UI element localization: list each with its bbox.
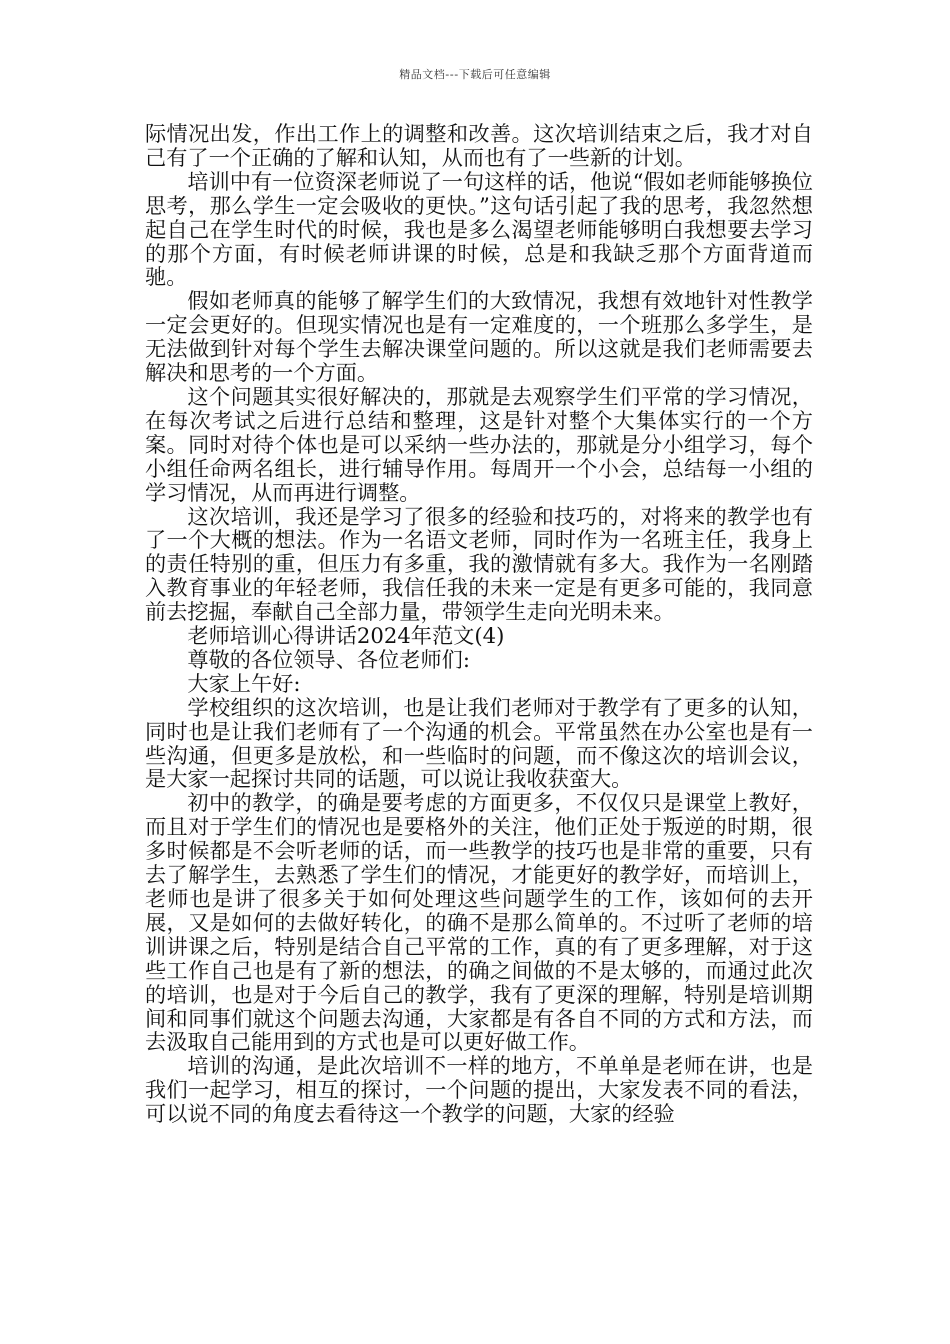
paragraph: 培训中有一位资深老师说了一句这样的话，他说“假如老师能够换位思考，那么学生一定会吸收的更快。”这句话引起了我的思考，我忽然想起自己在学生时代的时候，我也是多么渴望老师能够明白我想要去学习的那个方面，有时候老师讲课的时候，总是和我缺乏那个方面背道而驰。 (145, 168, 813, 290)
section-title: 老师培训心得讲话2024年范文(4) (187, 623, 505, 649)
paragraph: 初中的教学，的确是要考虑的方面更多，不仅仅只是课堂上教好，而且对于学生们的情况也是要格外的关注，他们正处于叛逆的时期，很多时候都是不会听老师的话，而一些教学的技巧也是非常的重要，只有去了解学生，去熟悉了学生们的情况，才能更好的教学好，而培训上，老师也是讲了很多关于如何处理这些问题学生的工作，该如何的去开展，又是如何的去做好转化，的确不是那么简单的。不过听了老师的培训讲课之后，特别是结合自己平常的工作，真的有了更多理解，对于这些工作自己也是有了新的想法，的确之间做的不是太够的，而通过此次的培训，也是对于今后自己的教学，我有了更深的理解，特别是培训期间和同事们就这个问题去沟通，大家都是有各自不同的方式和方法，而去汲取自己能用到的方式也是可以更好做工作。 (145, 790, 813, 1055)
paragraph: 这个问题其实很好解决的，那就是去观察学生们平常的学习情况，在每次考试之后进行总结和整理，这是针对整个大集体实行的一个方案。同时对待个体也是可以采纳一些办法的，那就是分小组学习，每个小组任命两名组长，进行辅导作用。每周开一个小会，总结每一小组的学习情况，从而再进行调整。 (145, 383, 813, 505)
paragraph: 培训的沟通，是此次培训不一样的地方，不单单是老师在讲，也是我们一起学习，相互的探讨，一个问题的提出，大家发表不同的看法，可以说不同的角度去看待这一个教学的问题，大家的经验 (145, 1053, 813, 1127)
paragraph: 假如老师真的能够了解学生们的大致情况，我想有效地针对性教学一定会更好的。但现实情况也是有一定难度的，一个班那么多学生，是无法做到针对每个学生去解决课堂问题的。所以这就是我们老师需要去解决和思考的一个方面。 (145, 288, 813, 386)
greeting: 大家上午好: (187, 670, 301, 696)
page-header: 精品文档---下载后可任意编辑 (399, 68, 551, 81)
paragraph: 际情况出发，作出工作上的调整和改善。这次培训结束之后，我才对自己有了一个正确的了解和认知，从而也有了一些新的计划。 (145, 121, 813, 170)
paragraph: 学校组织的这次培训，也是让我们老师对于教学有了更多的认知，同时也是让我们老师有了一个沟通的机会。平常虽然在办公室也是有一些沟通，但更多是放松，和一些临时的问题，而不像这次的培训会议，是大家一起探讨共同的话题，可以说让我收获蛮大。 (145, 694, 813, 792)
paragraph: 这次培训，我还是学习了很多的经验和技巧的，对将来的教学也有了一个大概的想法。作为一名语文老师，同时作为一名班主任，我身上的责任特别的重，但压力有多重，我的激情就有多大。我作为一名刚踏入教育事业的年轻老师，我信任我的未来一定是有更多可能的，我同意前去挖掘，奉献自己全部力量，带领学生走向光明未来。 (145, 503, 813, 625)
salutation: 尊敬的各位领导、各位老师们: (187, 646, 470, 672)
document-body (145, 122, 813, 1126)
